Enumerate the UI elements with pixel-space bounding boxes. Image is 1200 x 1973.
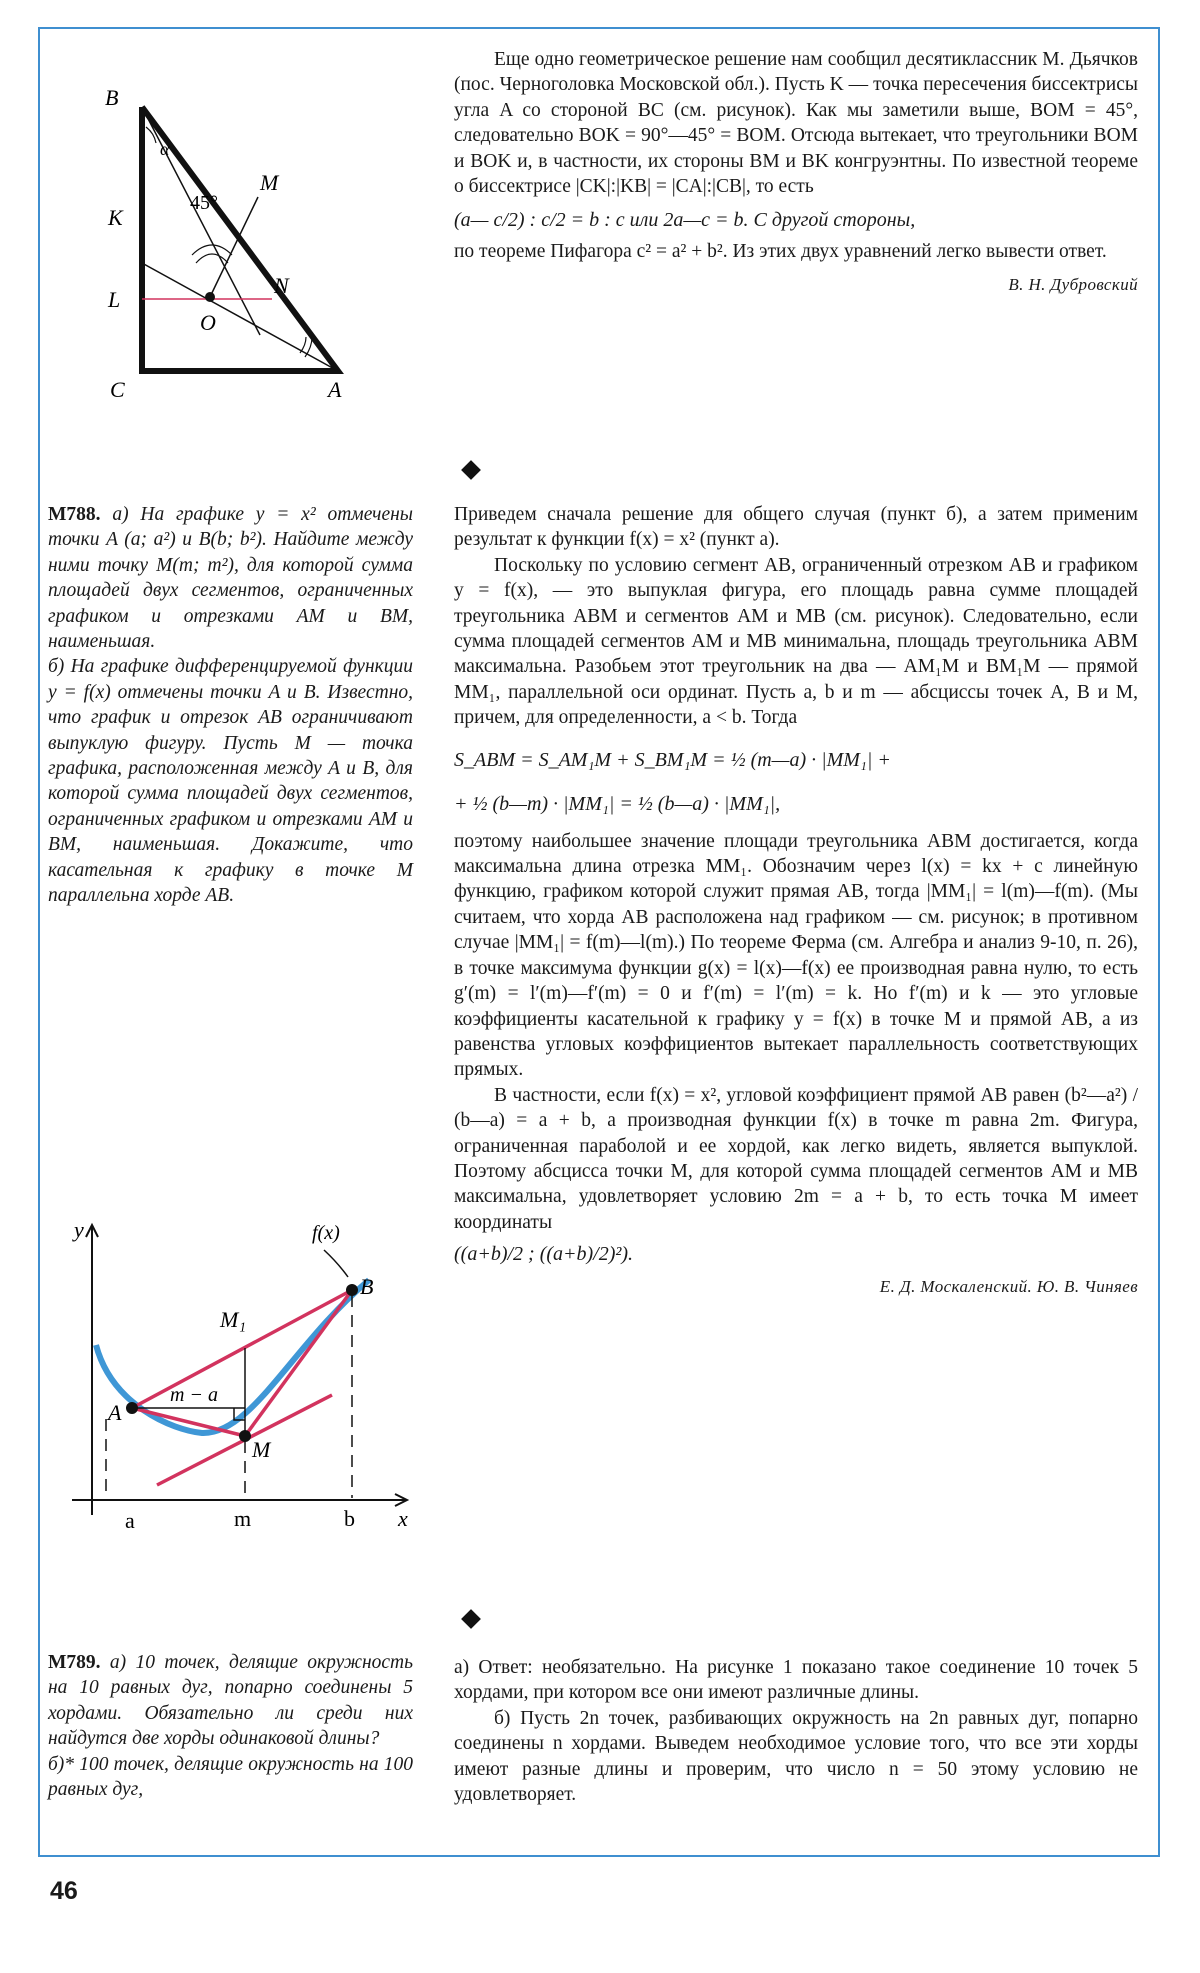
label-L: L (108, 287, 121, 312)
label-x: x (398, 1506, 408, 1531)
label-m-minus-a: m − a (170, 1384, 218, 1406)
label-y: y (74, 1217, 84, 1242)
sol788-p2: Поскольку по условию сегмент AB, ограниченный отрезком AB и графиком y = f(x), — это выпуклая фигура, его площадь равна сумме площадей треугольника ABM и сегментов AM и MB (см. рисунок). Следовательно, если сумма площадей сегментов AM и MB минимальна, площадь треугольника ABM максимальна. Разобьем этот треугольник на два — AM₁M и BM₁M — прямой MM₁, параллельной оси ординат. Пусть a, b и m — абсциссы точек A, B и M, причем, для определенности, a < b. Тогда (454, 554, 1138, 729)
point-M (239, 1430, 251, 1442)
sol788-formula2: + ½ (b—m) · |MM₁| = ½ (b—a) · |MM₁|, (454, 792, 781, 815)
label-a: a (125, 1508, 135, 1533)
label-M1: M₁ (220, 1307, 246, 1332)
point-O (205, 292, 215, 302)
label-b: b (344, 1506, 355, 1531)
label-K: K (108, 205, 123, 230)
label-fx: f(x) (312, 1222, 340, 1244)
sol789-p2: б) Пусть 2n точек, разбивающих окружность на 2n равных дуг, попарно соединены n хордами. Выведем необходимое условие того, что все эти хорды имеют разные длины и проверим, что число n = 50 этому условию не удовлетворяет. (454, 1707, 1138, 1806)
sol789-p1: а) Ответ: необязательно. На рисунке 1 показано такое соединение 10 точек 5 хордами, при котором все они имеют различные длины. (454, 1657, 1138, 1704)
point-B (346, 1284, 358, 1296)
section1-signature: В. Н. Дубровский (1008, 274, 1138, 294)
label-A2: A (108, 1400, 122, 1425)
triangle-outline (142, 107, 338, 371)
label-B: B (105, 85, 119, 110)
graph-figure (62, 1215, 422, 1535)
section1-formula: (a— c/2) : c/2 = b : c или 2a—c = b. С другой стороны, (454, 209, 916, 232)
label-alpha: α (160, 139, 170, 159)
label-m: m (234, 1506, 252, 1531)
sol788-coords: ((a+b)/2 ; ((a+b)/2)²). (454, 1243, 634, 1266)
solution-788 (454, 502, 1138, 1297)
section1-paragraph-end: по теореме Пифагора c² = a² + b². Из этих двух уравнений легко вывести ответ. (454, 241, 1107, 263)
m789-number: М789. (48, 1652, 101, 1673)
problem-m788 (48, 502, 413, 909)
sol788-p3: поэтому наибольшее значение площади треугольника ABM достигается, когда максимальна длина отрезка MM₁. Обозначим через l(x) = kx + c линейную функцию, графиком которой служит прямая AB, тогда |MM₁| = l(m)—f(m). (Мы считаем, что хорда AB расположена над графиком — см. рисунок; в противном случае |MM₁| = f(m)—l(m).) По теореме Ферма (см. Алгебра и анализ 9-10, п. 26), в точке максимума функции g(x) = l(x)—f(x) ее производная равна нулю, то есть g′(m) = l′(m)—f′(m) = 0 и f′(m) = l′(m) = k. Но f′(m) и k — это угловые коэффициенты касательной к графику y = f(x) в точке M и прямой AB, а из равенства угловых коэффициентов вытекает параллельность соответствующих прямых. (454, 830, 1138, 1081)
label-A: A (328, 377, 342, 402)
section1-paragraph: Еще одно геометрическое решение нам сообщил десятиклассник М. Дьячков (пос. Черноголовка Московской обл.). Пусть K — точка пересечения биссектрисы угла A со стороной BC (см. рисунок). Как мы заметили выше, BOM = 45°, следовательно BOK = 90°—45° = BOM. Отсюда вытекает, что треугольники BOM и BOK и, в частности, их стороны BM и BK конгруэнтны. По известной теореме о биссектрисе |CK|:|KB| = |CA|:|CB|, то есть (454, 49, 1138, 198)
m789-part-b: б)* 100 точек, делящие окружность на 100 равных дуг, (48, 1753, 413, 1801)
label-45: 45° (190, 192, 218, 214)
label-B2: B (360, 1274, 374, 1299)
problem-m789 (48, 1650, 413, 1802)
sol788-p1: Приведем сначала решение для общего случая (пункт б), а затем применим результат к функции f(x) = x² (пункт а). (454, 504, 1138, 551)
sol788-formula1: S_ABM = S_AM₁M + S_BM₁M = ½ (m—a) · |MM₁| + (454, 748, 891, 771)
label-M2: M (252, 1437, 271, 1462)
bisector-AK (142, 263, 338, 371)
m789-part-a: а) 10 точек, делящие окружность на 10 равных дуг, попарно соединены 5 хордами. Обязательно ли среди них найдутся две хорды одинаковой длины? (48, 1652, 414, 1750)
m788-part-b: б) На графике дифференцируемой функции y = f(x) отмечены точки A и B. Известно, что график и отрезок AB ограничивают выпуклую фигуру. Пусть M — точка графика, расположенная между A и B, для которой сумма площадей двух сегментов, ограниченных графиком и отрезками AM и BM, наименьшая. Докажите, что касательная к графику в точке M параллельна хорде AB. (48, 656, 413, 907)
page-number: 46 (50, 1877, 78, 1905)
label-C: C (110, 377, 125, 402)
label-M: M (260, 170, 279, 195)
point-A (126, 1402, 138, 1414)
triangle-figure (100, 85, 360, 405)
label-O: O (200, 310, 216, 335)
label-N: N (274, 273, 289, 298)
sol788-signature: Е. Д. Москаленский. Ю. В. Чиняев (879, 1277, 1138, 1297)
section1-text (454, 47, 1138, 295)
sol788-p4: В частности, если f(x) = x², угловой коэффициент прямой AB равен (b²—a²) / (b—a) = a + b, а производная функции f(x) в точке m равна 2m. Фигура, ограниченная параболой и ее хордой, как легко видеть, является выпуклой. Поэтому абсцисса точки M, для которой сумма площадей сегментов AM и MB максимальна, удовлетворяет условию 2m = a + b, то есть точка M имеет координаты (454, 1084, 1138, 1233)
solution-789 (454, 1655, 1138, 1807)
m788-part-a: а) На графике y = x² отмечены точки A (a; a²) и B(b; b²). Найдите между ними точку M(m; m²), для которой сумма площадей двух сегментов, ограниченных графиком и отрезками AM и BM, наименьшая. (48, 504, 413, 653)
m788-number: М788. (48, 504, 101, 525)
